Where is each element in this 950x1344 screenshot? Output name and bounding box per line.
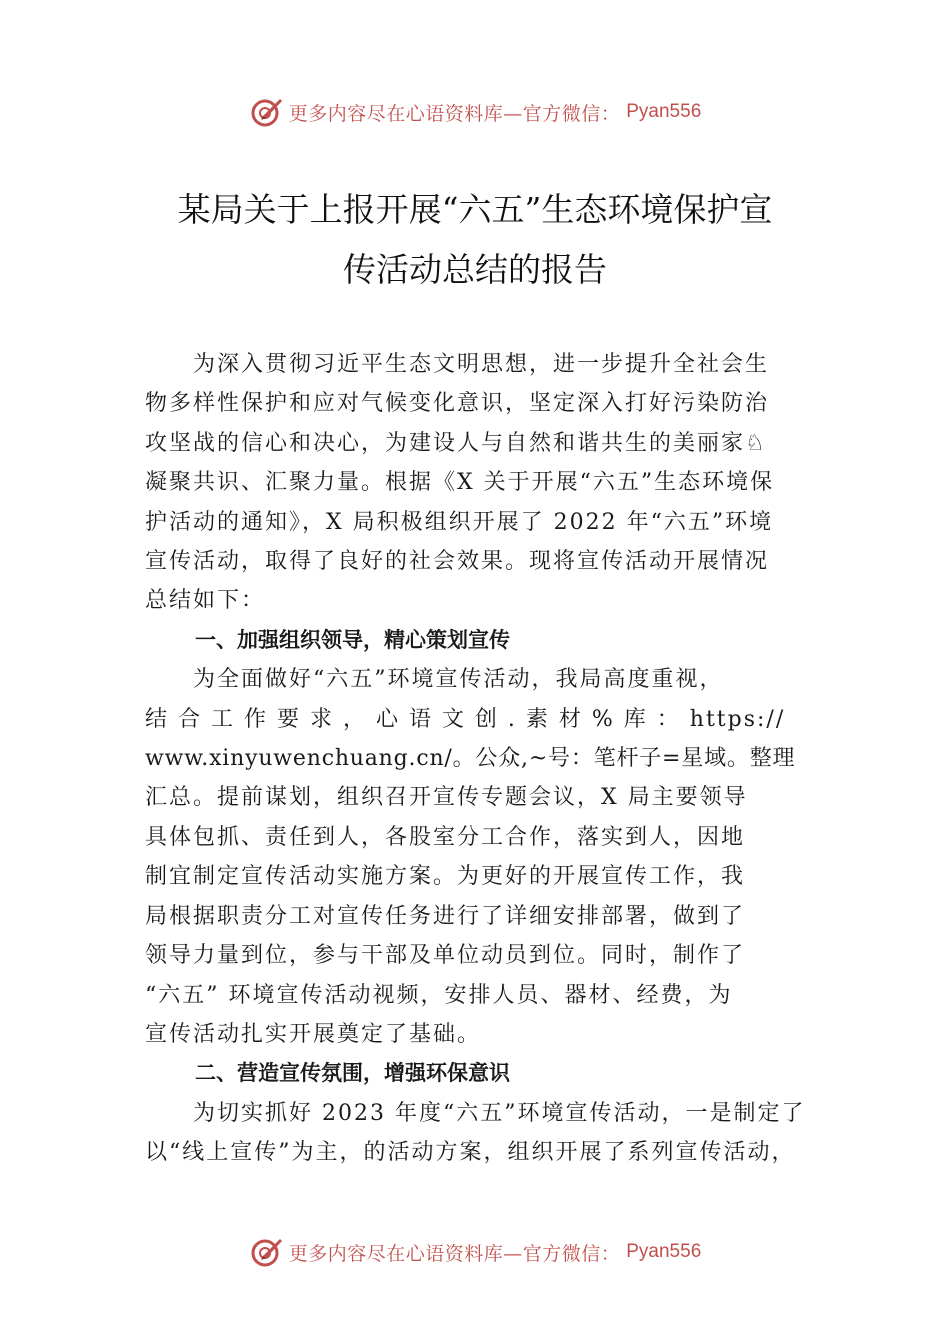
- footer-watermark: [0, 1232, 950, 1272]
- text-line: 攻坚战的信心和决心，为建设人与自然和谐共生的美丽家♘: [145, 430, 767, 456]
- document-title: [140, 180, 810, 300]
- text-line: 宣传活动扎实开展奠定了基础。: [145, 1021, 482, 1047]
- text-line: 为切实抓好 2023 年度“六五”环境宣传活动，一是制定了: [193, 1100, 806, 1126]
- text-line: 物多样性保护和应对气候变化意识，坚定深入打好污染防治: [145, 391, 770, 417]
- text-line: 为深入贯彻习近平生态文明思想，进一步提升全社会生: [193, 352, 770, 377]
- watermark-wechat-id: Pyan556: [626, 1241, 702, 1262]
- section-1-heading: 一、加强组织领导，精心策划宣传: [195, 627, 510, 652]
- text-line: 汇总。提前谋划，组织召开宣传专题会议，X 局主要领导: [145, 785, 748, 811]
- watermark-wechat-id: Pyan556: [626, 101, 702, 122]
- text-line: “六五” 环境宣传活动视频，安排人员、器材、经费，为: [145, 982, 733, 1008]
- section-1-paragraph: [145, 660, 805, 1054]
- text-line: 总结如下：: [145, 588, 266, 614]
- section-2-heading: 二、营造宣传氛围，增强环保意识: [195, 1061, 510, 1086]
- quill-logo-icon: [249, 94, 285, 130]
- quill-logo-icon: [249, 1234, 285, 1270]
- section-2-paragraph: [145, 1094, 805, 1173]
- title-line-1: 某局关于上报开展“六五”生态环境保护宣: [177, 190, 773, 229]
- text-line: 以“线上宣传”为主，的活动方案，组织开展了系列宣传活动，: [145, 1140, 796, 1166]
- text-line: 具体包抓、责任到人，各股室分工合作，落实到人，因地: [145, 824, 746, 850]
- title-line-2: 传活动总结的报告: [343, 250, 607, 289]
- intro-paragraph: [145, 345, 805, 621]
- text-line: www.xinyuwenchuang.cn/。公众,~号：笔杆子=星域。整理: [145, 746, 796, 772]
- header-watermark: [0, 92, 950, 132]
- text-line: 护活动的通知》，X 局积极组织开展了 2022 年“六五”环境: [145, 509, 774, 535]
- text-line: 宣传活动，取得了良好的社会效果。现将宣传活动开展情况: [145, 549, 770, 575]
- document-body: [145, 345, 805, 1173]
- watermark-text: 更多内容尽在心语资料库—官方微信：: [288, 1242, 621, 1265]
- text-line: 凝聚共识、汇聚力量。根据《X 关于开展“六五”生态环境保: [145, 470, 775, 496]
- text-line: 为全面做好“六五”环境宣传活动，我局高度重视，: [193, 667, 724, 693]
- text-line: 领导力量到位，参与干部及单位动员到位。同时，制作了: [145, 943, 746, 969]
- text-line: 制宜制定宣传活动实施方案。为更好的开展宣传工作，我: [145, 864, 746, 890]
- watermark-text: 更多内容尽在心语资料库—官方微信：: [288, 102, 621, 125]
- text-line: 局根据职责分工对宣传任务进行了详细安排部署，做到了: [145, 903, 746, 929]
- text-line: 结 合 工 作 要 求 ， 心 语 文 创 . 素 材 % 库 ： https://: [145, 706, 786, 732]
